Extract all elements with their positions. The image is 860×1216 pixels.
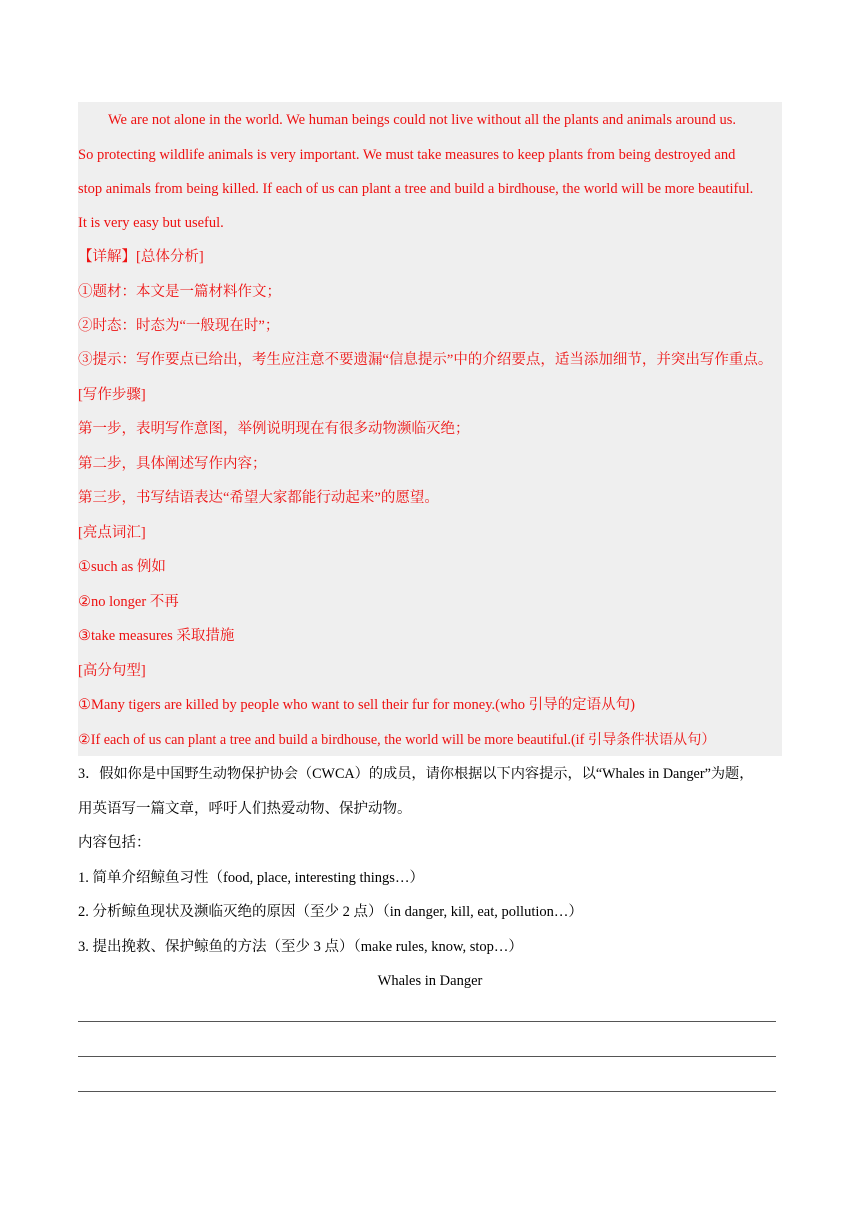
sentence-2: ②If each of us can plant a tree and build a birdhouse, the world will be more beautiful.(if 引导条件状语从句） (78, 732, 716, 748)
content-label: 内容包括： (78, 835, 151, 851)
writing-line-3[interactable] (78, 1091, 776, 1092)
vocab-heading: [亮点词汇] (78, 525, 146, 541)
analysis-heading: 【详解】[总体分析] (78, 249, 204, 265)
sentences-heading: [高分句型] (78, 663, 146, 679)
essay-line-4: It is very easy but useful. (78, 215, 224, 231)
step-2: 第二步，具体阐述写作内容； (78, 456, 267, 472)
content-point-3: 3. 提出挽救、保护鲸鱼的方法（至少 3 点）（make rules, know, stop…） (78, 939, 523, 955)
analysis-item-3: ③提示：写作要点已给出，考生应注意不要遗漏“信息提示”中的介绍要点，适当添加细节，并突出写作重点。 (78, 352, 773, 368)
content-point-2: 2. 分析鲸鱼现状及濒临灭绝的原因（至少 2 点）（in danger, kill, eat, pollution…） (78, 904, 583, 920)
analysis-item-2: ②时态：时态为“一般现在时”； (78, 318, 280, 334)
essay-line-3: stop animals from being killed. If each of us can plant a tree and build a birdhouse, the world will be more beautiful. (78, 181, 754, 197)
steps-heading: [写作步骤] (78, 387, 146, 403)
essay-line-1: We are not alone in the world. We human beings could not live without all the plants and animals around us. (108, 112, 737, 128)
question-prompt-line-2: 用英语写一篇文章，呼吁人们热爱动物、保护动物。 (78, 801, 412, 817)
question-prompt-line-1: 3．假如你是中国野生动物保护协会（CWCA）的成员，请你根据以下内容提示，以“Whales in Danger”为题， (78, 766, 754, 782)
writing-line-2[interactable] (78, 1056, 776, 1057)
essay-line-2: So protecting wildlife animals is very important. We must take measures to keep plants from being destroyed and (78, 147, 736, 163)
essay-title: Whales in Danger (377, 973, 483, 989)
writing-line-1[interactable] (78, 1021, 776, 1022)
vocab-item-3: ③take measures 采取措施 (78, 628, 235, 644)
analysis-item-1: ①题材：本文是一篇材料作文； (78, 284, 281, 300)
vocab-item-2: ②no longer 不再 (78, 594, 179, 610)
content-point-1: 1. 简单介绍鲸鱼习性（food, place, interesting things…） (78, 870, 424, 886)
step-3: 第三步，书写结语表达“希望大家都能行动起来”的愿望。 (78, 490, 439, 506)
step-1: 第一步，表明写作意图，举例说明现在有很多动物濒临灭绝； (78, 421, 470, 437)
sentence-1: ①Many tigers are killed by people who want to sell their fur for money.(who 引导的定语从句) (78, 697, 635, 713)
vocab-item-1: ①such as 例如 (78, 559, 166, 575)
